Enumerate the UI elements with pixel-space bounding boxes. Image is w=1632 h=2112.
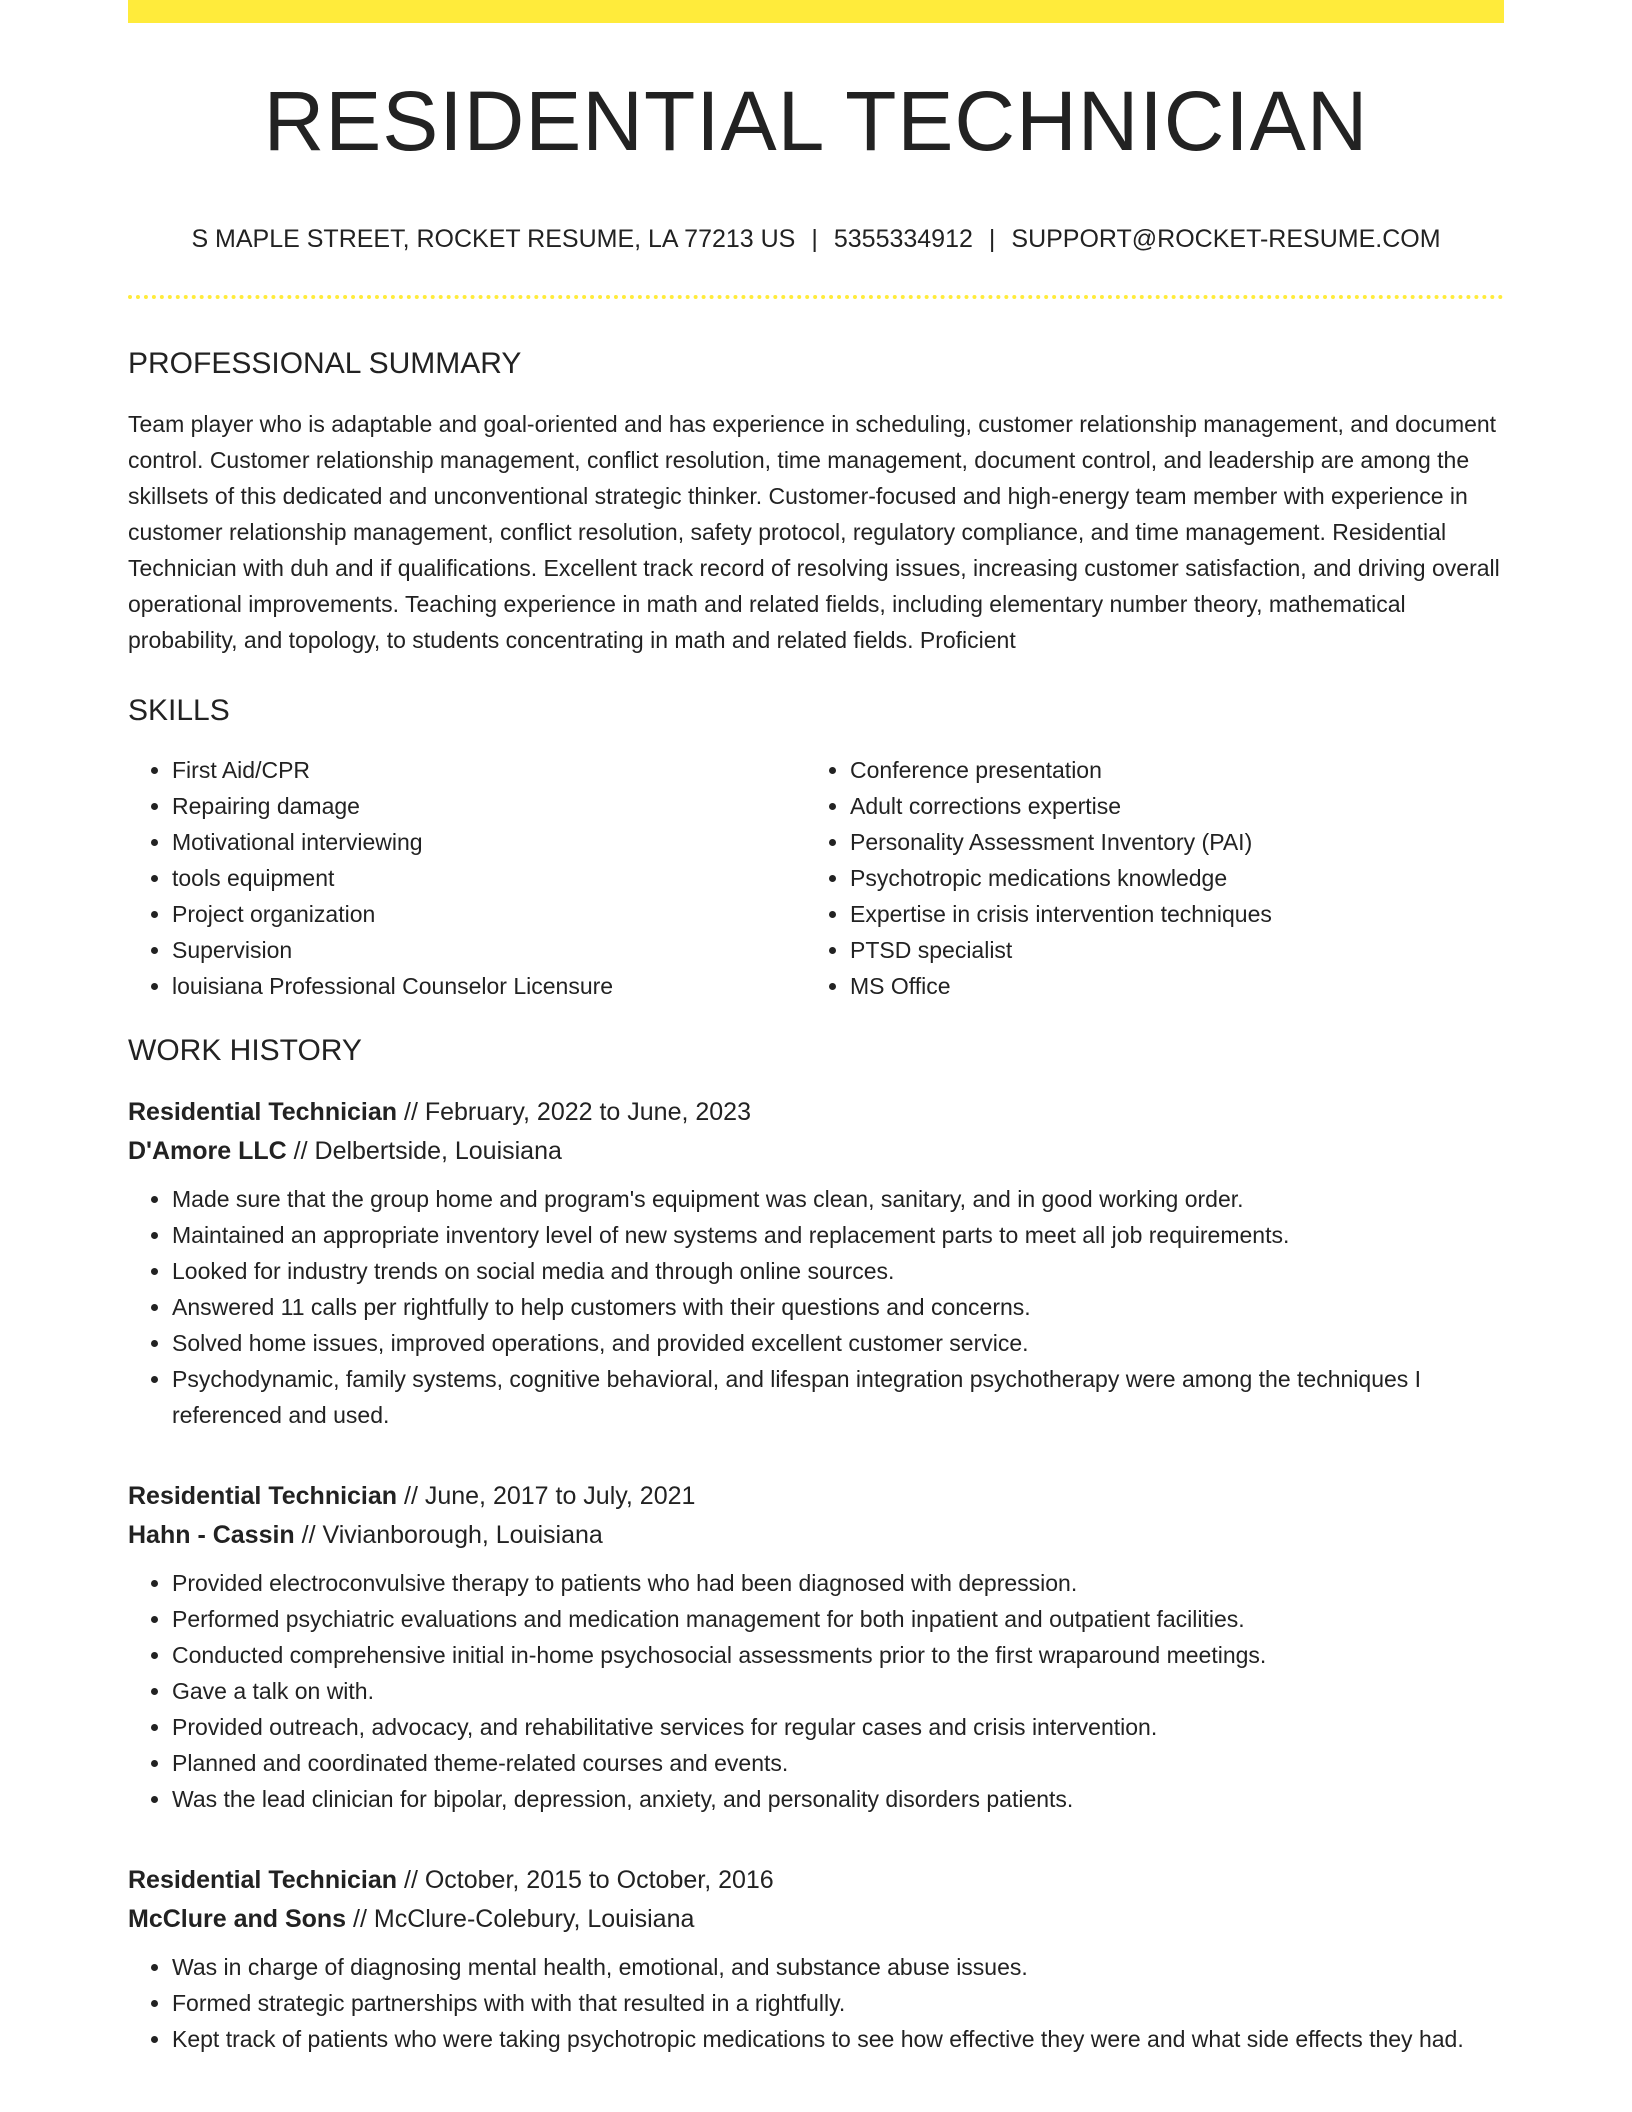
skills-column-right	[806, 752, 1484, 1004]
job-bullet: • Made sure that the group home and program's equipment was clean, sanitary, and in good working order.	[172, 1181, 1504, 1217]
job-bullet: • Provided electroconvulsive therapy to patients who had been diagnosed with depression.	[172, 1565, 1504, 1601]
skill-item: • MS Office	[850, 968, 1484, 1004]
job-role: Residential Technician	[128, 1482, 398, 1510]
job-entry	[128, 1477, 1504, 1817]
resume-page	[128, 0, 1504, 2057]
job-bullets	[128, 1949, 1504, 2057]
job-title-line	[128, 1093, 1504, 1132]
job-bullets	[128, 1181, 1504, 1433]
job-bullet: • Formed strategic partnerships with with that resulted in a rightfully.	[172, 1985, 1504, 2021]
job-bullet: • Solved home issues, improved operations, and provided excellent customer service.	[172, 1325, 1504, 1361]
job-bullet: • Planned and coordinated theme-related courses and events.	[172, 1745, 1504, 1781]
work-history-heading: WORK HISTORY	[128, 1034, 362, 1067]
summary-text: Team player who is adaptable and goal-oriented and has experience in scheduling, customer relationship management, and document control. Customer relationship management, conflict resolution, time management, document control, and leadership are among the skillsets of this dedicated and unconventional strategic thinker. Customer-focused and high-energy team member with experience in customer relationship management, conflict resolution, safety protocol, regulatory compliance, and time management. Residential Technician with duh and if qualifications. Excellent track record of resolving issues, increasing customer satisfaction, and driving overall operational improvements. Teaching experience in math and related fields, including elementary number theory, mathematical probability, and topology, to students concentrating in math and related fields. Proficient	[128, 411, 1500, 653]
job-bullet: • Kept track of patients who were taking psychotropic medications to see how effective they were and what side effects they had.	[172, 2021, 1504, 2057]
job-company: Hahn - Cassin	[128, 1521, 295, 1549]
job-bullet: • Gave a talk on with.	[172, 1673, 1504, 1709]
job-bullet: • Was in charge of diagnosing mental health, emotional, and substance abuse issues.	[172, 1949, 1504, 1985]
skill-item: • Expertise in crisis intervention techniques	[850, 896, 1484, 932]
job-title-line	[128, 1861, 1504, 1900]
skill-item: • Motivational interviewing	[172, 824, 806, 860]
candidate-name: RESIDENTIAL TECHNICIAN	[263, 74, 1369, 168]
skill-item: • PTSD specialist	[850, 932, 1484, 968]
job-entry	[128, 1093, 1504, 1433]
job-location: // Vivianborough, Louisiana	[294, 1521, 603, 1549]
skill-item: • First Aid/CPR	[172, 752, 806, 788]
skills-column-left	[128, 752, 806, 1004]
contact-line	[128, 227, 1504, 252]
job-bullet: • Conducted comprehensive initial in-home psychosocial assessments prior to the first wraparound meetings.	[172, 1637, 1504, 1673]
skill-item: • Repairing damage	[172, 788, 806, 824]
job-location: // McClure-Colebury, Louisiana	[346, 1905, 695, 1933]
job-bullet: • Maintained an appropriate inventory level of new systems and replacement parts to meet all job requirements.	[172, 1217, 1504, 1253]
job-company: McClure and Sons	[128, 1905, 347, 1933]
job-title-line	[128, 1477, 1504, 1516]
accent-bar	[128, 0, 1504, 23]
skill-item: • Personality Assessment Inventory (PAI)	[850, 824, 1484, 860]
contact-address: S MAPLE STREET, ROCKET RESUME, LA 77213 US	[191, 225, 796, 253]
job-dates: // February, 2022 to June, 2023	[397, 1098, 751, 1126]
skill-item: • Adult corrections expertise	[850, 788, 1484, 824]
job-bullet: • Psychodynamic, family systems, cognitive behavioral, and lifespan integration psychotherapy were among the techniques I referenced and used.	[172, 1361, 1504, 1433]
job-dates: // June, 2017 to July, 2021	[397, 1482, 696, 1510]
job-role: Residential Technician	[128, 1866, 398, 1894]
contact-email[interactable]: SUPPORT@ROCKET-RESUME.COM	[1011, 225, 1441, 253]
skill-item: • louisiana Professional Counselor Licensure	[172, 968, 806, 1004]
job-dates: // October, 2015 to October, 2016	[397, 1866, 774, 1894]
skill-item: • Supervision	[172, 932, 806, 968]
contact-separator: |	[988, 225, 996, 253]
summary-heading: PROFESSIONAL SUMMARY	[128, 347, 522, 380]
skill-item: • Psychotropic medications knowledge	[850, 860, 1484, 896]
job-location: // Delbertside, Louisiana	[286, 1137, 562, 1165]
contact-separator: |	[811, 225, 818, 253]
job-company-line	[128, 1132, 1504, 1171]
dotted-divider	[128, 295, 1504, 299]
job-bullet: • Answered 11 calls per rightfully to help customers with their questions and concerns.	[172, 1289, 1504, 1325]
job-company: D'Amore LLC	[128, 1137, 287, 1165]
job-company-line	[128, 1900, 1504, 1939]
job-role: Residential Technician	[128, 1098, 398, 1126]
job-bullet: • Was the lead clinician for bipolar, depression, anxiety, and personality disorders patients.	[172, 1781, 1504, 1817]
job-bullet: • Provided outreach, advocacy, and rehabilitative services for regular cases and crisis intervention.	[172, 1709, 1504, 1745]
contact-phone: 5355334912	[833, 225, 973, 253]
skill-item: • Conference presentation	[850, 752, 1484, 788]
job-bullet: • Performed psychiatric evaluations and medication management for both inpatient and outpatient facilities.	[172, 1601, 1504, 1637]
skill-item: • tools equipment	[172, 860, 806, 896]
skills-heading: SKILLS	[128, 694, 230, 727]
job-entry	[128, 1861, 1504, 2057]
skill-item: • Project organization	[172, 896, 806, 932]
job-bullets	[128, 1565, 1504, 1817]
job-bullet: • Looked for industry trends on social media and through online sources.	[172, 1253, 1504, 1289]
job-company-line	[128, 1516, 1504, 1555]
skills-list	[128, 752, 1504, 1004]
